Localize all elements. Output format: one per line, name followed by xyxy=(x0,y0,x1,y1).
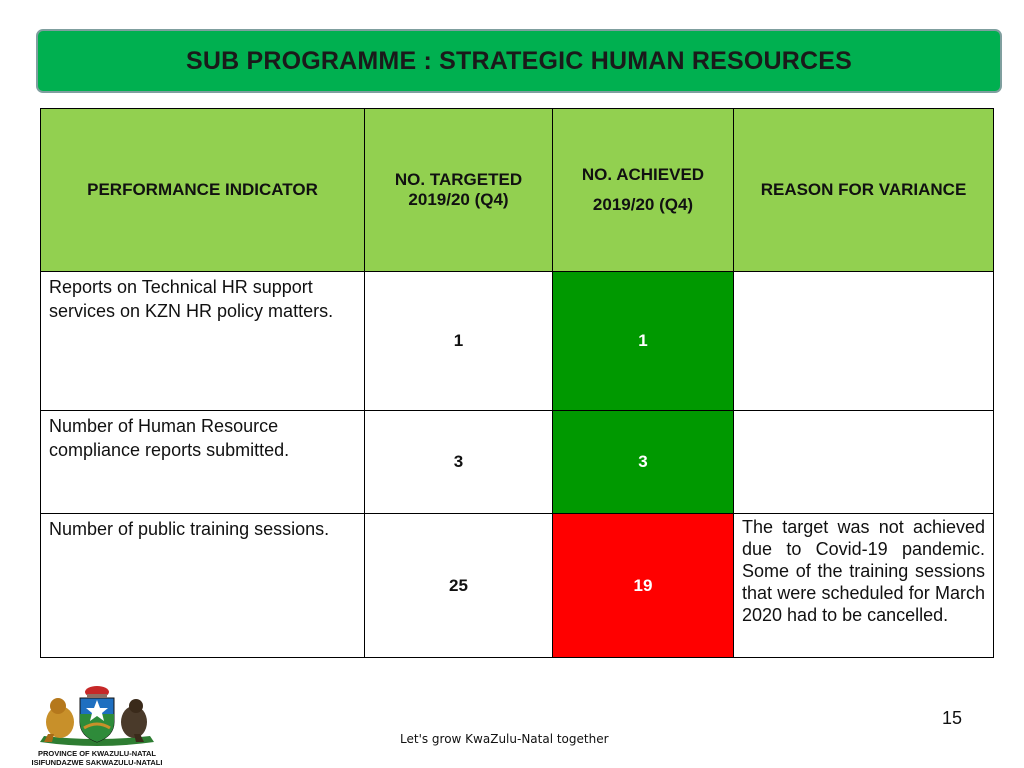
logo-caption-english: PROVINCE OF KWAZULU-NATAL xyxy=(37,749,157,758)
achieved-cell: 19 xyxy=(553,514,734,658)
header-reason-label: REASON FOR VARIANCE xyxy=(760,180,967,199)
kzn-logo xyxy=(22,684,172,768)
targeted-cell: 25 xyxy=(365,514,553,658)
indicator-cell: Number of public training sessions. xyxy=(41,514,365,658)
title-banner xyxy=(36,29,1002,93)
logo-caption-zulu: ISIFUNDAZWE SAKWAZULU-NATALI xyxy=(31,758,163,767)
footer-tagline: Let's grow KwaZulu-Natal together xyxy=(400,732,609,746)
header-no-targeted xyxy=(365,109,553,272)
targeted-cell: 3 xyxy=(365,411,553,514)
header-reason-for-variance xyxy=(734,109,994,272)
header-performance-indicator xyxy=(41,109,365,272)
header-no-achieved xyxy=(553,109,734,272)
table-row xyxy=(41,514,994,658)
achieved-cell: 3 xyxy=(553,411,734,514)
reason-cell xyxy=(734,411,994,514)
table-header-row xyxy=(41,109,994,272)
header-targeted-period: 2019/20 (Q4) xyxy=(408,190,509,209)
header-indicator-label: PERFORMANCE INDICATOR xyxy=(87,180,318,199)
header-achieved-period: 2019/20 (Q4) xyxy=(592,195,694,214)
indicator-cell: Number of Human Resource compliance reports submitted. xyxy=(41,411,365,514)
table-row xyxy=(41,411,994,514)
header-achieved-label: NO. ACHIEVED xyxy=(581,165,705,184)
targeted-cell: 1 xyxy=(365,272,553,411)
indicator-cell: Reports on Technical HR support services on KZN HR policy matters. xyxy=(41,272,365,411)
coat-of-arms-icon xyxy=(22,684,172,748)
performance-table xyxy=(40,108,994,658)
reason-cell: The target was not achieved due to Covid-19 pandemic. Some of the training sessions that were scheduled for March 2020 had to be cancelled. xyxy=(734,514,994,658)
table-row xyxy=(41,272,994,411)
reason-cell xyxy=(734,272,994,411)
header-targeted-label: NO. TARGETED xyxy=(394,170,523,189)
slide-title: SUB PROGRAMME : STRATEGIC HUMAN RESOURCES xyxy=(185,46,853,75)
page-number: 15 xyxy=(941,708,962,728)
achieved-cell: 1 xyxy=(553,272,734,411)
